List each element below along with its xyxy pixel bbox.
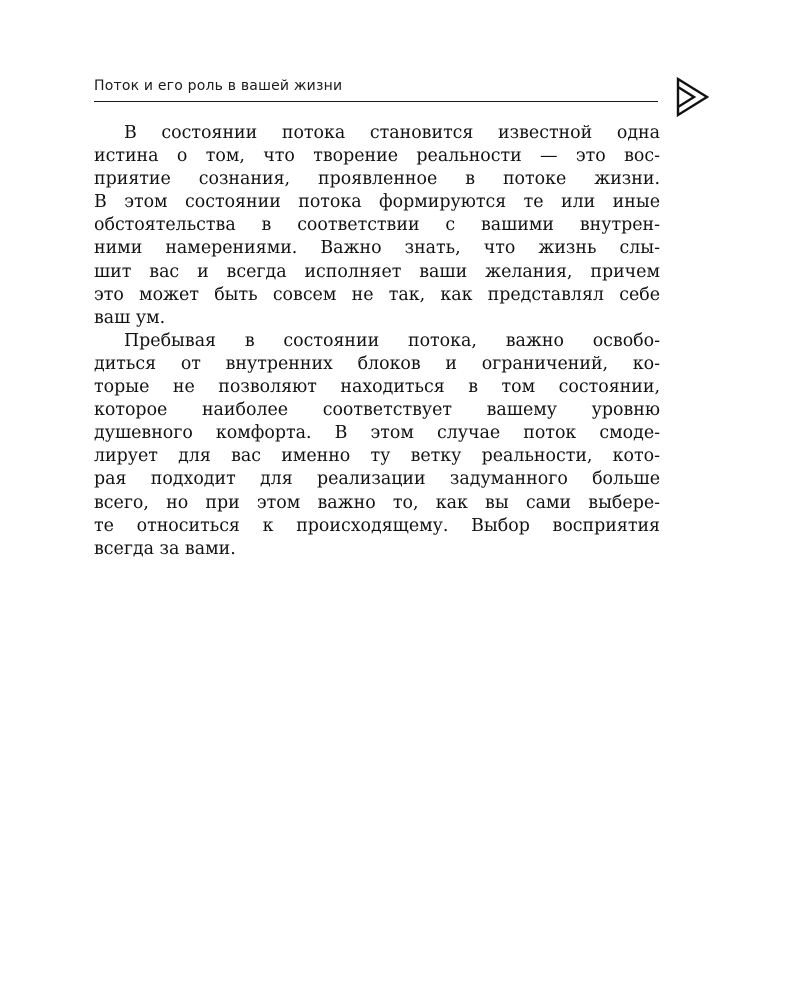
text-line: ними намерениями. Важно знать, что жизнь слы- [94, 238, 660, 259]
paragraph-2 [94, 330, 660, 561]
text-line: диться от внутренних блоков и ограничений, ко- [94, 353, 660, 374]
paragraph-1 [94, 122, 660, 330]
text-line: обстоятельства в соответствии с вашими внутрен- [94, 215, 660, 236]
body-text [94, 122, 660, 561]
running-header [94, 76, 658, 102]
text-line: всего, но при этом важно то, как вы сами выбере- [94, 492, 660, 513]
text-line: приятие сознания, проявленное в потоке жизни. [94, 169, 660, 190]
text-line: те относиться к происходящему. Выбор восприятия [94, 515, 660, 536]
text-line: которое наиболее соответствует вашему уровню [94, 400, 660, 421]
play-triangle-icon [674, 76, 710, 118]
text-line: ваш ум. [94, 307, 166, 328]
text-line: душевного комфорта. В этом случае поток смоде- [94, 423, 660, 444]
text-line: Пребывая в состоянии потока, важно освобо- [124, 330, 660, 351]
text-line: это может быть совсем не так, как представлял себе [94, 284, 660, 305]
text-line: В состоянии потока становится известной одна [124, 123, 660, 143]
text-line: всегда за вами. [94, 538, 236, 559]
text-line: торые не позволяют находиться в том состоянии, [94, 377, 660, 398]
running-header-title: Поток и его роль в вашей жизни [94, 78, 343, 94]
text-line: истина о том, что творение реальности — это вос- [94, 146, 660, 167]
text-line: рая подходит для реализации задуманного больше [94, 469, 660, 490]
text-line: шит вас и всегда исполняет ваши желания, причем [94, 261, 660, 282]
text-line: лирует для вас именно ту ветку реальности, кото- [94, 446, 660, 467]
text-line: В этом состоянии потока формируются те или иные [94, 192, 660, 213]
